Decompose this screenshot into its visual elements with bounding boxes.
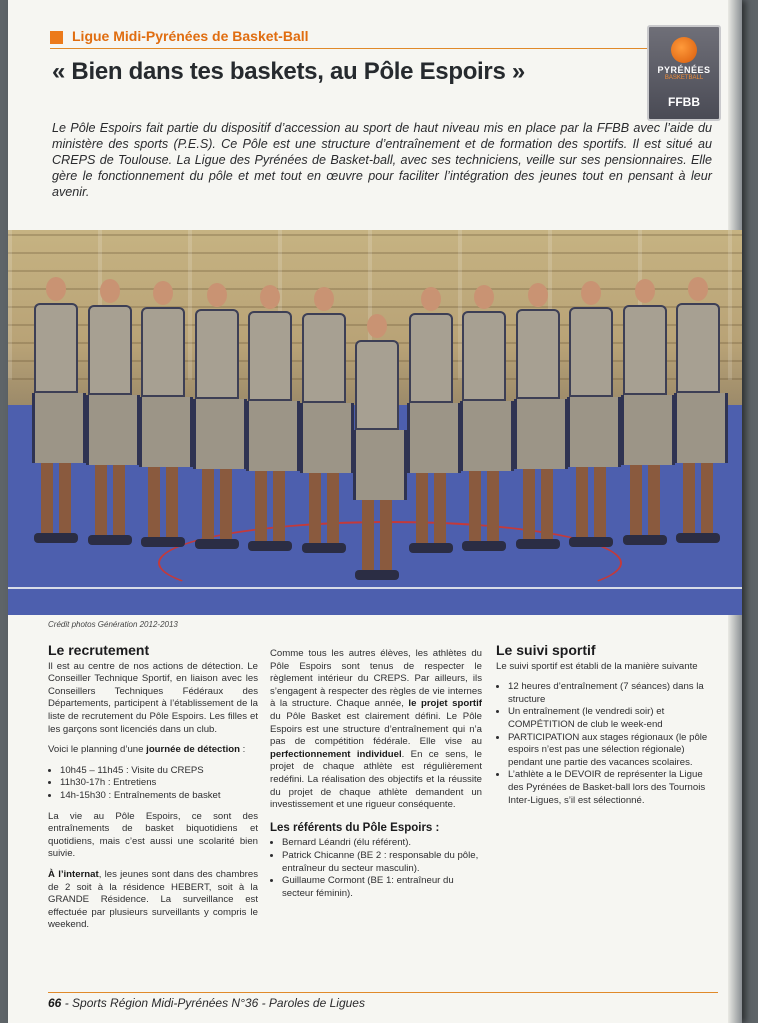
player-shoes	[302, 543, 346, 553]
player-figure	[462, 285, 506, 551]
player-shorts	[300, 403, 354, 473]
list-item: • 11h30-17h : Entretiens	[60, 777, 258, 790]
player-jersey	[462, 311, 506, 401]
player-figure	[569, 281, 613, 547]
page-footer	[48, 996, 365, 1010]
player-jersey	[141, 307, 185, 397]
player-jersey	[195, 309, 239, 399]
recrutement-p1: Il est au centre de nos actions de détection. Le Conseiller Technique Sportif, en liaison avec les Conseillers Techniques Fédéraux des Départements, participent à l’établissement de la liste de recrutement du Pôle Espoirs. Les filles et les garçons sont licenciés dans un club.	[48, 660, 258, 735]
bold-text: À l’internat	[48, 868, 99, 880]
player-legs	[469, 471, 499, 541]
player-legs	[41, 463, 71, 533]
player-shorts	[407, 403, 461, 473]
heading-suivi: Le suivi sportif	[496, 642, 596, 658]
player-head	[474, 285, 494, 309]
player-shorts	[139, 397, 193, 467]
text: :	[239, 744, 246, 756]
heading-referents: Les référents du Pôle Espoirs :	[270, 821, 440, 834]
list-item: • Bernard Léandri (élu référent).	[282, 837, 482, 850]
player-legs	[630, 465, 660, 535]
page-number: 66	[48, 996, 62, 1010]
player-shoes	[248, 541, 292, 551]
player-figure	[302, 287, 346, 553]
player-figure	[88, 279, 132, 545]
league-banner	[50, 28, 650, 49]
player-jersey	[355, 340, 399, 430]
section-name: - Paroles de Ligues	[258, 996, 365, 1010]
player-jersey	[88, 305, 132, 395]
column-suivi	[496, 644, 720, 815]
player-legs	[362, 500, 392, 570]
player-shoes	[88, 535, 132, 545]
player-jersey	[516, 309, 560, 399]
court-line	[8, 587, 742, 589]
player-head	[635, 279, 655, 303]
suivi-intro: Le suivi sportif est établi de la manière suivante	[496, 660, 698, 672]
player-head	[688, 277, 708, 301]
player-head	[314, 287, 334, 311]
article-title: « Bien dans tes baskets, au Pôle Espoirs »	[52, 58, 525, 85]
column-rules	[270, 648, 482, 908]
player-jersey	[569, 307, 613, 397]
recrutement-p2	[48, 744, 258, 757]
player-legs	[95, 465, 125, 535]
heading-recrutement: Le recrutement	[48, 642, 150, 658]
intro-paragraph: Le Pôle Espoirs fait partie du dispositif d’accession au sport de haut niveau mis en place par la FFBB avec l’aide du ministère des sports (P.E.S). Ce Pôle est une structure d’entraînement et de formation des sportifs. Il est situé au CREPS de Toulouse. La Ligue des Pyrénées de Basket-ball, avec ses techniciens, veille sur ses pensionnaires. Elle gère le fonctionnement du pôle et met tout en œuvre pour faciliter l’intégration des jeunes tout en pensant à leur avenir.	[52, 121, 712, 199]
bold-text: perfectionnement individuel	[270, 748, 402, 760]
list-item: • 12 heures d’entraînement (7 séances) dans la structure	[508, 681, 720, 706]
text: du Pôle Basket est clairement défini. Le Pôle Espoirs est une structure d’entraînement qui n’a pas de compétition fédérale. Elle vise au	[270, 710, 482, 748]
player-head	[421, 287, 441, 311]
player-shoes	[462, 541, 506, 551]
list-item: • Un entraînement (le vendredi soir) et COMPÉTITION de club le week-end	[508, 706, 720, 731]
schedule-list	[48, 765, 258, 803]
player-shorts	[567, 397, 621, 467]
player-legs	[576, 467, 606, 537]
player-jersey	[248, 311, 292, 401]
logo-federation: FFBB	[668, 95, 700, 109]
player-shoes	[355, 570, 399, 580]
team-photo	[8, 230, 742, 615]
list-item: • 10h45 – 11h45 : Visite du CREPS	[60, 765, 258, 778]
player-head	[367, 314, 387, 338]
player-figure	[141, 281, 185, 547]
photo-credit: Crédit photos Génération 2012-2013	[48, 620, 178, 629]
player-shoes	[141, 537, 185, 547]
magazine-page	[8, 0, 742, 1023]
player-shoes	[34, 533, 78, 543]
player-legs	[416, 473, 446, 543]
player-jersey	[623, 305, 667, 395]
player-shorts	[621, 395, 675, 465]
text: , les jeunes sont dans des chambres de 2 soit à la résidence HEBERT, soit à la GRANDE Résidence. La surveillance est effectuée par plusieurs surveillants y compris le weekend.	[48, 868, 258, 931]
player-legs	[309, 473, 339, 543]
player-figure	[248, 285, 292, 551]
player-figure	[676, 277, 720, 543]
text: Comme tous les autres élèves, les athlètes du Pôle Espoirs sont tenus de respecter le règlement intérieur du CREPS. Par ailleurs, ils s’engagent à respecter des règles de vie internes à la structure. Chaque année,	[270, 648, 482, 710]
column-recrutement	[48, 644, 258, 940]
text: . En ce sens, le projet de chaque athlète est régulièrement redéfini. La réalisation des objectifs et la réussite du projet de chaque athlète demandent un investissement et une rigueur conséquente.	[270, 748, 483, 811]
magazine-name: - Sports Région Midi-Pyrénées N°36	[61, 996, 259, 1010]
bold-text: le projet sportif	[408, 698, 482, 710]
player-head	[100, 279, 120, 303]
list-item: • Patrick Chicanne (BE 2 : responsable du pôle, entraîneur du secteur masculin).	[282, 850, 482, 875]
ffbb-logo	[647, 25, 721, 121]
rules-paragraph	[270, 648, 482, 812]
player-shorts	[32, 393, 86, 463]
text: Voici le planning d’une	[48, 744, 147, 756]
list-item: • Guillaume Cormont (BE 1: entraîneur du secteur féminin).	[282, 875, 482, 900]
league-name: Ligue Midi-Pyrénées de Basket-Ball	[72, 28, 309, 44]
player-shoes	[195, 539, 239, 549]
player-head	[207, 283, 227, 307]
list-item: • L’athlète a le DEVOIR de représenter la Ligue des Pyrénées de Basket-ball lors des Tournois Inter-Ligues, s’il est sélectionné.	[508, 769, 720, 807]
player-jersey	[34, 303, 78, 393]
player-shoes	[409, 543, 453, 553]
basketball-icon	[671, 37, 697, 63]
player-shorts	[86, 395, 140, 465]
referents-list	[270, 837, 482, 900]
player-head	[581, 281, 601, 305]
player-figure	[409, 287, 453, 553]
player-legs	[683, 463, 713, 533]
player-shorts	[674, 393, 728, 463]
player-jersey	[676, 303, 720, 393]
player-shorts	[514, 399, 568, 469]
bold-text: journée de détection	[146, 744, 240, 756]
footer-rule	[48, 992, 718, 993]
player-shorts	[193, 399, 247, 469]
player-shoes	[569, 537, 613, 547]
logo-sub: BASKETBALL	[664, 75, 704, 81]
player-shorts	[353, 430, 407, 500]
player-shoes	[676, 533, 720, 543]
logo-name: PYRÉNÉES	[657, 65, 711, 75]
list-item: • 14h-15h30 : Entraînements de basket	[60, 790, 258, 803]
player-legs	[148, 467, 178, 537]
player-head	[260, 285, 280, 309]
orange-square-icon	[50, 31, 63, 44]
player-head	[46, 277, 66, 301]
suivi-list	[496, 681, 720, 807]
player-jersey	[409, 313, 453, 403]
list-item: • PARTICIPATION aux stages régionaux (le pôle espoirs n’est pas une sélection régionale) pendant une partie des vacances scolaires.	[508, 732, 720, 770]
player-figure	[195, 283, 239, 549]
player-legs	[523, 469, 553, 539]
player-figure	[516, 283, 560, 549]
player-head	[528, 283, 548, 307]
player-legs	[255, 471, 285, 541]
recrutement-p4	[48, 869, 258, 932]
player-shoes	[516, 539, 560, 549]
player-legs	[202, 469, 232, 539]
player-shorts	[246, 401, 300, 471]
player-figure	[623, 279, 667, 545]
player-head	[153, 281, 173, 305]
player-figure	[34, 277, 78, 543]
player-shorts	[460, 401, 514, 471]
player-jersey	[302, 313, 346, 403]
recrutement-p3: La vie au Pôle Espoirs, ce sont des entraînements de basket biquotidiens et quotidiens, mais c’est aussi une scolarité bien suivie.	[48, 810, 258, 860]
player-figure	[355, 314, 399, 580]
player-shoes	[623, 535, 667, 545]
